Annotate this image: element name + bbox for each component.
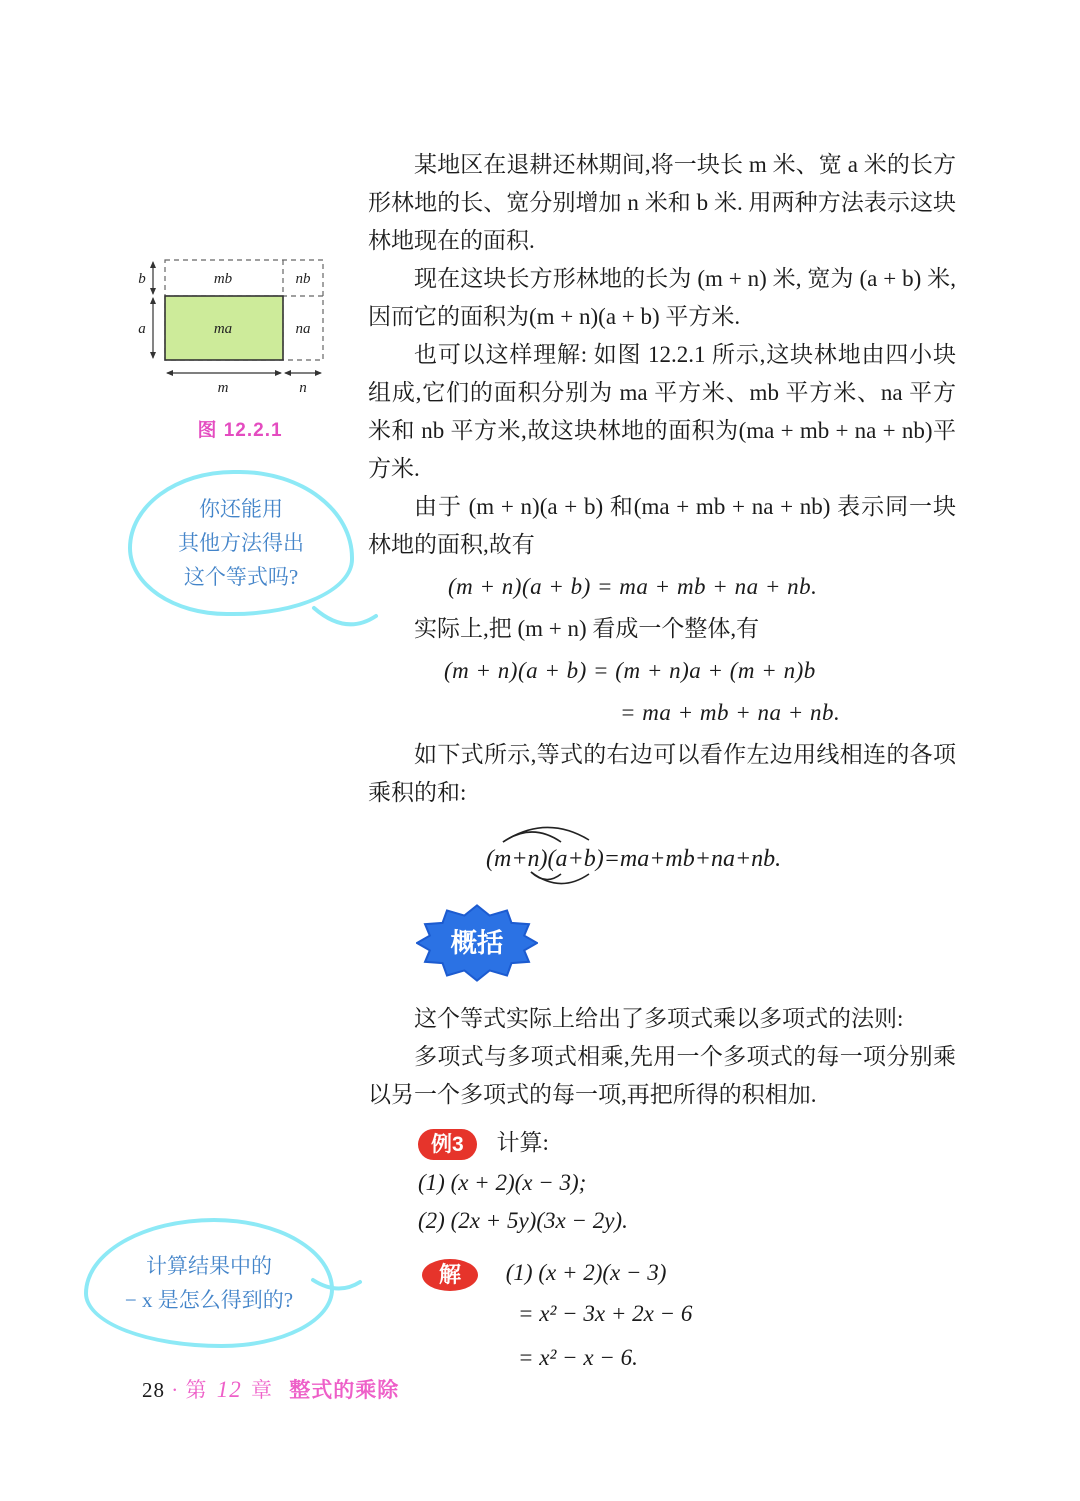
speech-bubble-body (84, 1218, 334, 1348)
paragraph-since: 由于 (m + n)(a + b) 和(ma + mb + na + nb) 表示同一块林地的面积,故有 (368, 494, 956, 557)
dim-label-b: b (138, 271, 146, 287)
paragraph-problem: 某地区在退耕还林期间,将一块长 m 米、宽 a 米的长方形林地的长、宽分别增加 n 米和 b 米. 用两种方法表示这块林地现在的面积. (368, 152, 956, 253)
cell-label-mb: mb (213, 271, 233, 287)
speech-bubble-body (128, 470, 354, 616)
paragraph-method2: 也可以这样理解: 如图 12.2.1 所示,这块林地由四小块组成,它们的面积分别为 ma 平方米、mb 平方米、na 平方米和 nb 平方米,故这块林地的面积为(ma + mb + na + nb)平方米. (368, 342, 956, 481)
figure-caption: 图 12.2.1 (197, 420, 283, 441)
chapter-post: 章 (251, 1378, 273, 1402)
solution-badge: 解 (422, 1259, 478, 1291)
solution-step-2: = x² − x − 6. (518, 1345, 638, 1370)
speech-bubble-minus-x (84, 1218, 352, 1374)
chapter-pre: 第 (185, 1378, 208, 1402)
equation-expand-step2: = ma + mb + na + nb. (620, 700, 841, 725)
area-model-diagram (135, 252, 345, 402)
bubble-text-line: − x 是怎么得到的? (124, 1288, 294, 1312)
summary-starburst-badge (416, 904, 538, 982)
figure-12-2-1 (134, 252, 346, 442)
solution-step-1: = x² − 3x + 2x − 6 (518, 1301, 693, 1326)
solution-expression: (1) (x + 2)(x − 3) (505, 1260, 667, 1285)
equation-text: (m+n)(a+b)=ma+mb+na+nb. (486, 846, 782, 872)
bubble-text-line: 你还能用 (199, 497, 283, 521)
starburst-icon (416, 904, 538, 982)
bubble-text-line: 这个等式吗? (183, 565, 299, 589)
example-label: 计算: (496, 1130, 549, 1155)
chapter-number: 12 (216, 1377, 242, 1402)
speech-bubble-other-methods (128, 470, 378, 642)
example-item-2: (2) (2x + 5y)(3x − 2y). (418, 1208, 628, 1233)
example-heading (418, 1124, 956, 1162)
page-number: 28 (142, 1378, 165, 1402)
cell-label-ma: ma (213, 321, 233, 337)
paragraph-as-shown: 如下式所示,等式的右边可以看作左边用线相连的各项乘积的和: (368, 742, 956, 805)
solution-heading (422, 1254, 956, 1292)
dim-label-n: n (299, 380, 307, 396)
chapter-title: 整式的乘除 (289, 1378, 400, 1402)
paragraph-rule-intro: 这个等式实际上给出了多项式乘以多项式的法则: (414, 1006, 904, 1031)
equation-expand-step1: (m + n)(a + b) = (m + n)a + (m + n)b (444, 658, 816, 683)
cell-label-na: na (295, 321, 311, 337)
speech-bubble-tail (310, 1274, 364, 1302)
dim-label-m: m (217, 380, 229, 396)
paragraph-method1: 现在这块长方形林地的长为 (m + n) 米, 宽为 (a + b) 米,因而它的面积为(m + n)(a + b) 平方米. (368, 266, 956, 329)
example-badge: 例3 (418, 1129, 477, 1160)
main-text-column (368, 146, 956, 1380)
paragraph-actually: 实际上,把 (m + n) 看成一个整体,有 (414, 616, 760, 641)
footer-separator: · (171, 1378, 180, 1402)
equation-distribute-result: (m + n)(a + b) = ma + mb + na + nb. (448, 574, 818, 599)
equation-with-connection-lines (486, 842, 846, 876)
bubble-text-line: 计算结果中的 (146, 1254, 272, 1278)
bubble-text-line: 其他方法得出 (178, 531, 304, 555)
example-item-1: (1) (x + 2)(x − 3); (418, 1170, 587, 1195)
paragraph-rule: 多项式与多项式相乘,先用一个多项式的每一项分别乘以另一个多项式的每一项,再把所得的积相加. (368, 1044, 956, 1107)
dim-label-a: a (138, 321, 146, 337)
page-footer (142, 1374, 399, 1404)
cell-label-nb: nb (295, 271, 311, 287)
summary-badge-label: 概括 (450, 928, 504, 959)
